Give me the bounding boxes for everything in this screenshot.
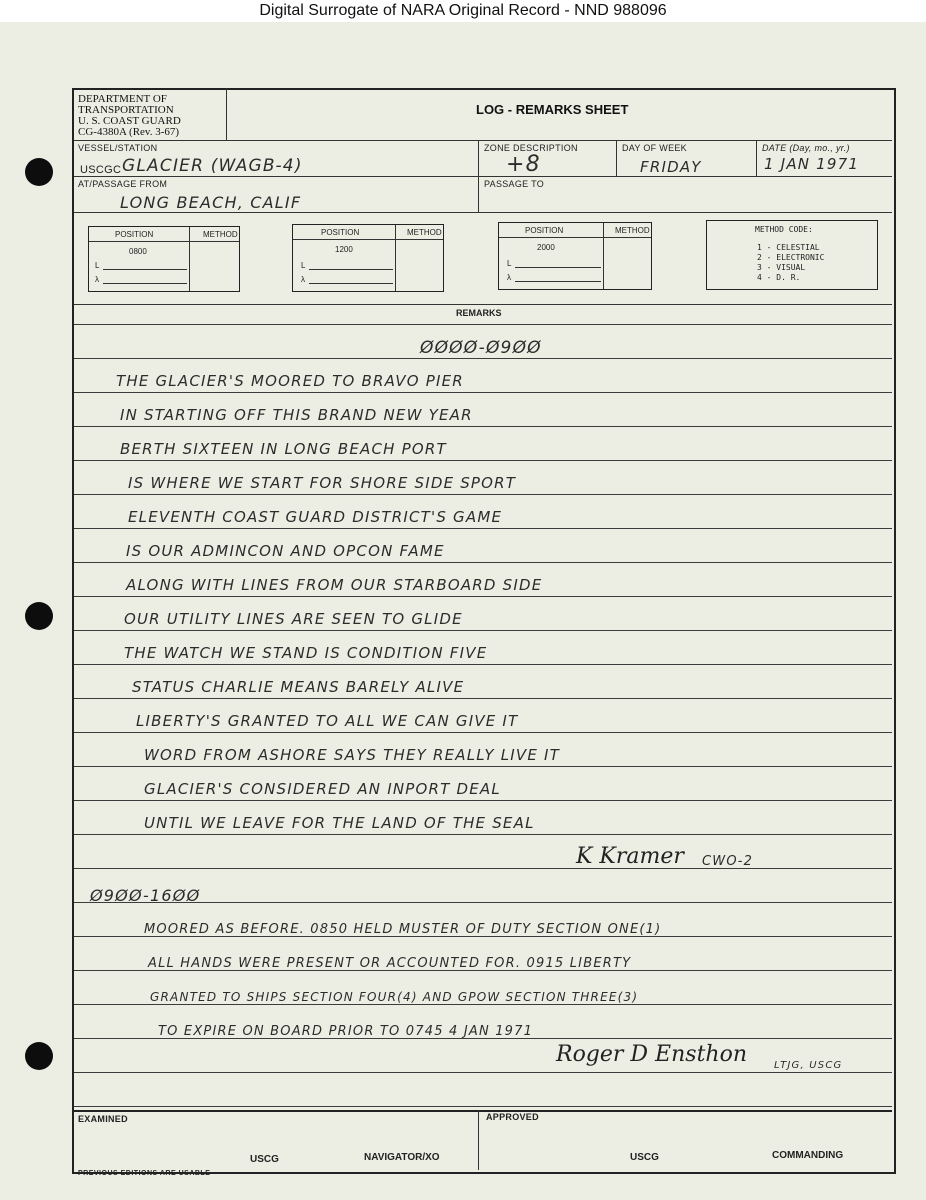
poem-line: GLACIER'S CONSIDERED AN INPORT DEAL — [144, 780, 501, 798]
poem-line: THE GLACIER'S MOORED TO BRAVO PIER — [116, 372, 464, 390]
zone-label: ZONE DESCRIPTION — [484, 143, 578, 153]
passage-from-label: AT/PASSAGE FROM — [78, 179, 168, 189]
latitude-label: L — [95, 261, 100, 270]
position-label: POSITION — [115, 230, 154, 239]
latitude-label: L — [507, 259, 512, 268]
uscg-label-1: USCG — [250, 1154, 279, 1165]
previous-editions-note: PREVIOUS EDITIONS ARE USABLE — [78, 1170, 211, 1177]
poem-line: ELEVENTH COAST GUARD DISTRICT'S GAME — [128, 508, 503, 526]
log-sheet — [0, 22, 926, 1200]
position-label: POSITION — [525, 226, 564, 235]
longitude-label: λ — [95, 275, 99, 284]
poem-line: IS WHERE WE START FOR SHORE SIDE SPORT — [128, 474, 517, 492]
log-entry-line: TO EXPIRE ON BOARD PRIOR TO 0745 4 JAN 1971 — [158, 1024, 534, 1039]
watch-period-2: Ø9ØØ-16ØØ — [90, 886, 201, 905]
examined-label: EXAMINED — [78, 1114, 128, 1124]
method-code-3: 3 - VISUAL — [757, 263, 806, 272]
vessel-value: GLACIER (WAGB-4) — [122, 156, 303, 176]
signature-1-rank: CWO-2 — [702, 854, 754, 869]
log-entry-line: MOORED AS BEFORE. 0850 HELD MUSTER OF DUTY SECTION ONE(1) — [144, 922, 662, 937]
position-label: POSITION — [321, 228, 360, 237]
position-time: 2000 — [537, 243, 555, 252]
signature-2-rank: LTJG, USCG — [774, 1060, 843, 1071]
log-entry-line: ALL HANDS WERE PRESENT OR ACCOUNTED FOR. 0915 LIBERTY — [148, 956, 632, 971]
commanding-label: COMMANDING — [772, 1150, 844, 1161]
method-code-1: 1 - CELESTIAL — [757, 243, 820, 252]
longitude-label: λ — [301, 275, 305, 284]
punch-hole-middle — [25, 602, 53, 630]
poem-line: THE WATCH WE STAND IS CONDITION FIVE — [124, 644, 488, 662]
method-code-4: 4 - D. R. — [757, 273, 801, 282]
poem-line: OUR UTILITY LINES ARE SEEN TO GLIDE — [124, 610, 463, 628]
uscg-label-2: USCG — [630, 1152, 659, 1163]
vessel-prefix: USCGC — [80, 164, 122, 176]
position-time: 1200 — [335, 245, 353, 254]
latitude-label: L — [301, 261, 306, 270]
position-box-1200 — [292, 224, 444, 292]
punch-hole-top — [25, 158, 53, 186]
day-value: FRIDAY — [640, 158, 702, 176]
poem-line: ALONG WITH LINES FROM OUR STARBOARD SIDE — [126, 576, 543, 594]
poem-line: STATUS CHARLIE MEANS BARELY ALIVE — [132, 678, 465, 696]
position-time: 0800 — [129, 247, 147, 256]
method-code-box — [706, 220, 878, 290]
poem-line: BERTH SIXTEEN IN LONG BEACH PORT — [120, 440, 447, 458]
department-block — [78, 94, 181, 138]
punch-hole-bottom — [25, 1042, 53, 1070]
passage-from-value: LONG BEACH, CALIF — [120, 193, 302, 212]
poem-line: UNTIL WE LEAVE FOR THE LAND OF THE SEAL — [144, 814, 535, 832]
method-code-title: METHOD CODE: — [755, 225, 813, 234]
passage-to-label: PASSAGE TO — [484, 179, 545, 189]
poem-line: LIBERTY'S GRANTED TO ALL WE CAN GIVE IT — [136, 712, 519, 730]
remarks-label: REMARKS — [456, 308, 502, 318]
watch-period-1: ØØØØ-Ø9ØØ — [420, 338, 542, 358]
nara-banner: Digital Surrogate of NARA Original Record - NND 988096 — [0, 0, 926, 22]
longitude-label: λ — [507, 273, 511, 282]
position-box-2000 — [498, 222, 652, 290]
zone-value: +8 — [506, 152, 541, 177]
dept-line-2: TRANSPORTATION — [78, 104, 174, 116]
date-label: DATE (Day, mo., yr.) — [762, 143, 850, 153]
poem-line: WORD FROM ASHORE SAYS THEY REALLY LIVE IT — [144, 746, 561, 764]
dept-line-1: DEPARTMENT OF — [78, 93, 167, 105]
form-title: LOG - REMARKS SHEET — [476, 102, 629, 117]
method-code-2: 2 - ELECTRONIC — [757, 253, 825, 262]
method-label: METHOD — [615, 226, 650, 235]
dept-line-3: U. S. COAST GUARD — [78, 115, 181, 127]
signature-1: K Kramer — [576, 844, 684, 869]
approved-label: APPROVED — [486, 1112, 539, 1122]
position-box-0800 — [88, 226, 240, 292]
navigator-label: NAVIGATOR/XO — [364, 1152, 440, 1163]
method-label: METHOD — [203, 230, 238, 239]
method-label: METHOD — [407, 228, 442, 237]
dept-line-4: CG-4380A (Rev. 3-67) — [78, 126, 180, 138]
date-value: 1 JAN 1971 — [764, 155, 860, 173]
log-entry-line: GRANTED TO SHIPS SECTION FOUR(4) AND GPOW SECTION THREE(3) — [150, 990, 639, 1004]
poem-line: IN STARTING OFF THIS BRAND NEW YEAR — [120, 406, 473, 424]
day-label: DAY OF WEEK — [622, 143, 687, 153]
signature-2: Roger D Ensthon — [556, 1042, 747, 1067]
vessel-label: VESSEL/STATION — [78, 143, 158, 153]
poem-line: IS OUR ADMINCON AND OPCON FAME — [126, 542, 445, 560]
